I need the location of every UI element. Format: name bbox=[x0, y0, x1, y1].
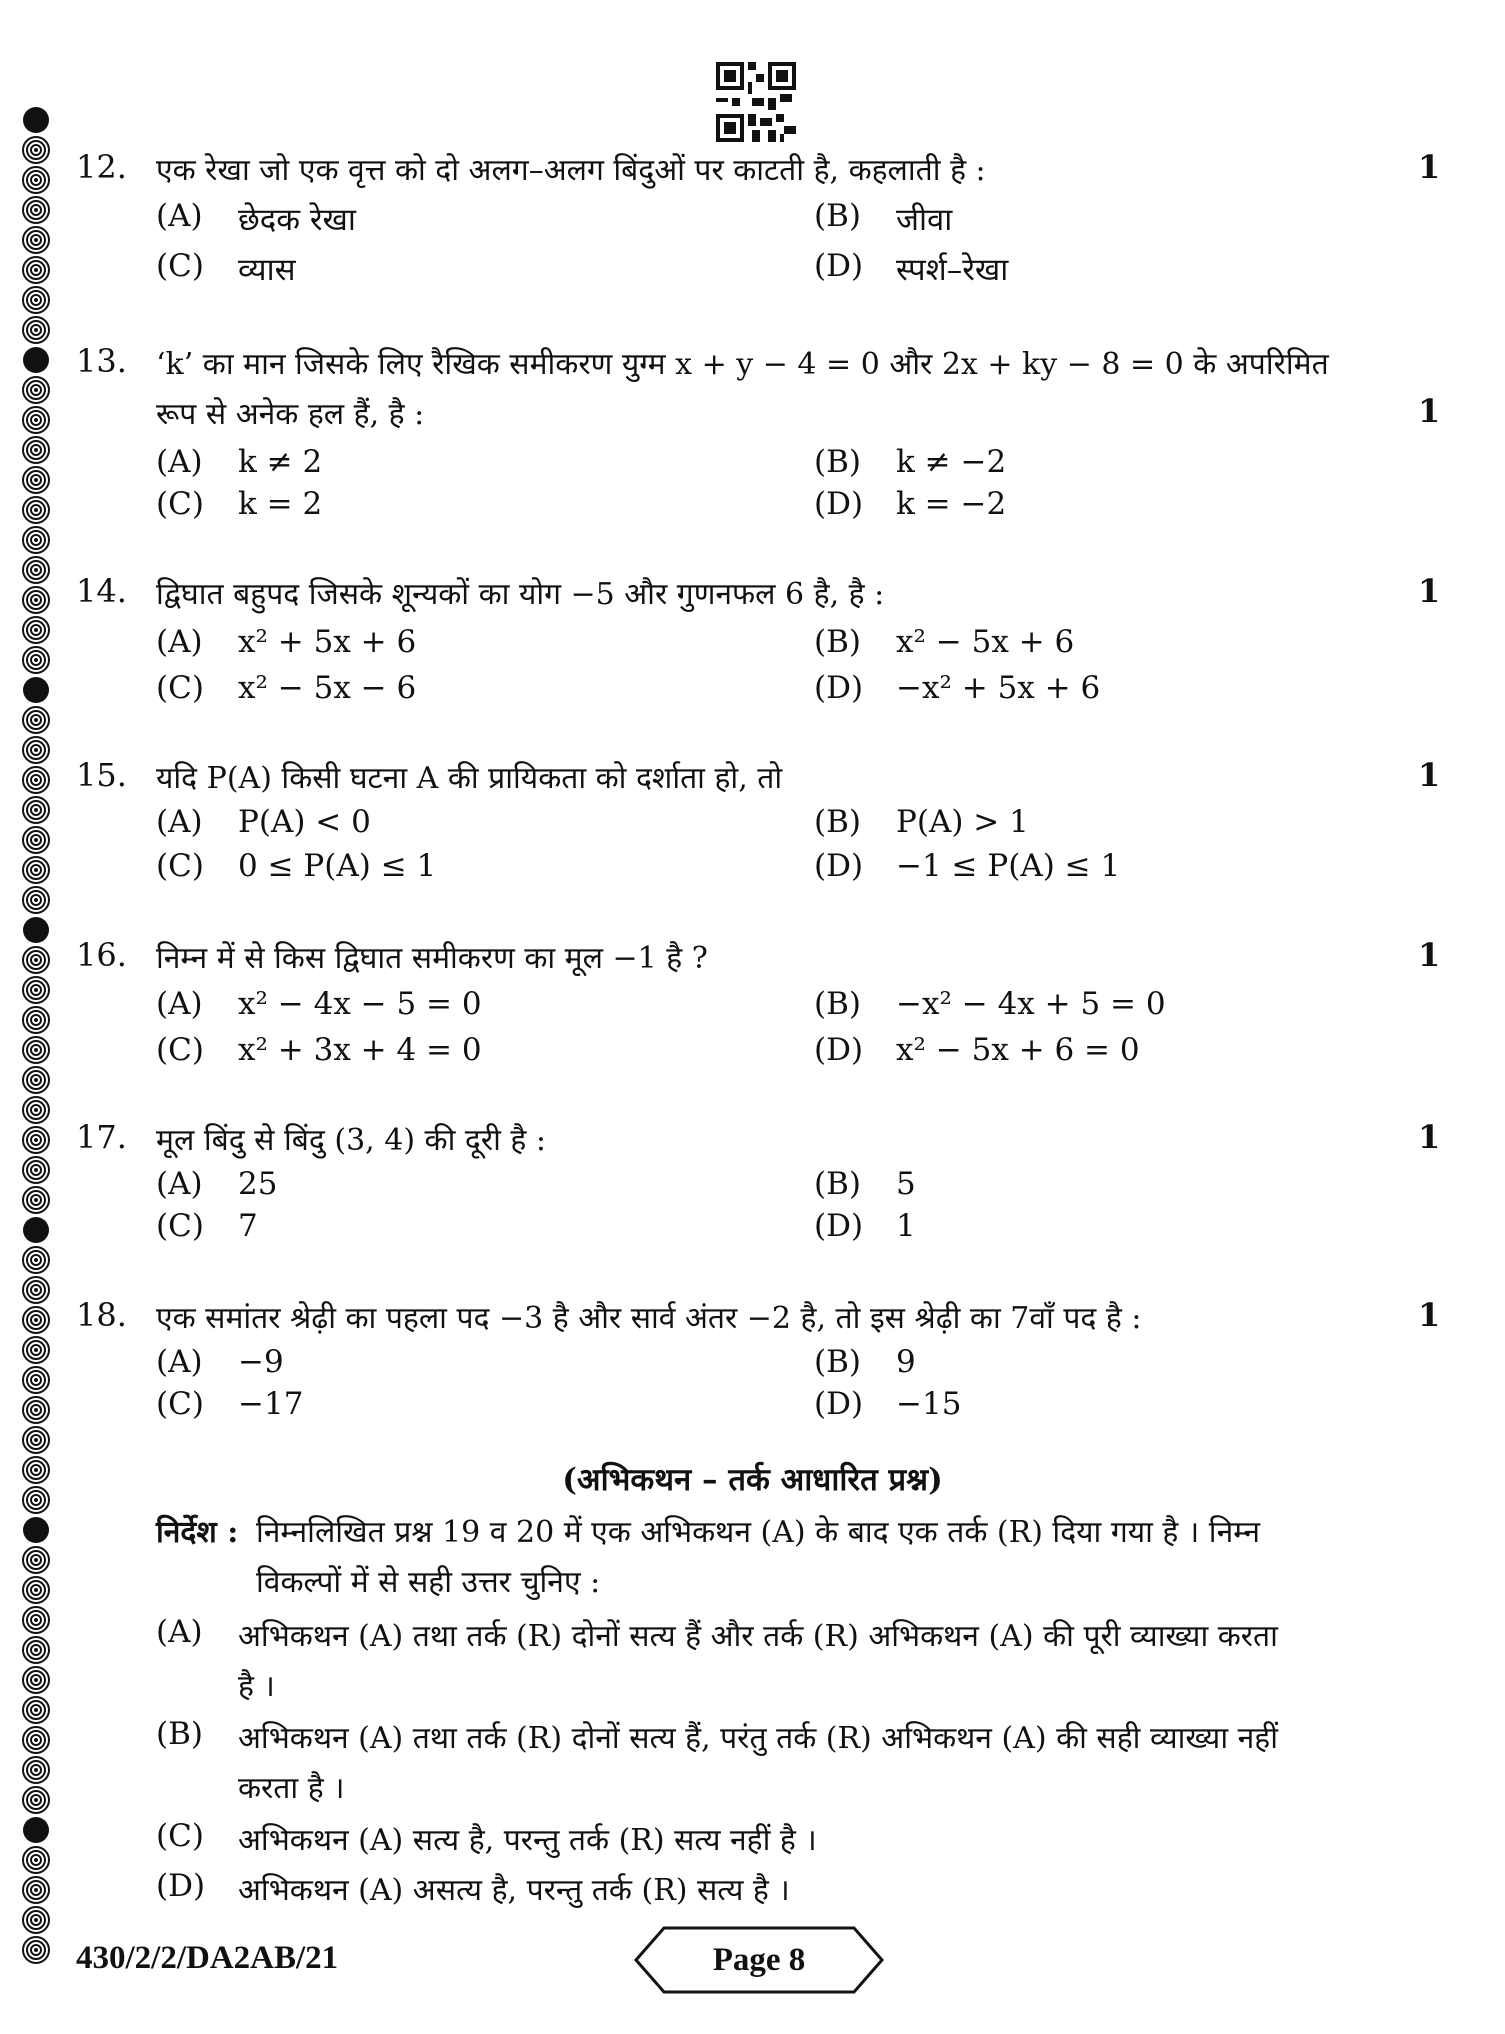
option-label: (B) bbox=[814, 804, 861, 840]
question-text-line2: रूप से अनेक हल हैं, है : bbox=[156, 397, 425, 432]
registration-ring bbox=[23, 167, 49, 193]
registration-ring bbox=[23, 1037, 49, 1063]
question-text: द्विघात बहुपद जिसके शून्यकों का योग −5 और गुणनफल 6 है, है : bbox=[156, 577, 885, 612]
registration-ring bbox=[23, 347, 49, 373]
option-label: (C) bbox=[156, 848, 204, 884]
option-text: k = 2 bbox=[238, 486, 323, 522]
registration-ring bbox=[23, 1787, 49, 1813]
registration-ring bbox=[23, 257, 49, 283]
registration-ring bbox=[23, 527, 49, 553]
registration-ring bbox=[23, 1277, 49, 1303]
registration-ring bbox=[23, 497, 49, 523]
option-label: (C) bbox=[156, 670, 204, 706]
registration-ring bbox=[23, 287, 49, 313]
registration-ring bbox=[23, 617, 49, 643]
option-text: x² + 5x + 6 bbox=[238, 624, 417, 660]
registration-ring bbox=[23, 1157, 49, 1183]
option-text: P(A) < 0 bbox=[238, 804, 371, 840]
choice-text-line2: है । bbox=[238, 1669, 275, 1704]
option-label: (C) bbox=[156, 1386, 204, 1422]
option-label: (D) bbox=[814, 848, 864, 884]
registration-ring bbox=[23, 137, 49, 163]
choice-text: अभिकथन (A) तथा तर्क (R) दोनों सत्य हैं और तर्क (R) अभिकथन (A) की पूरी व्याख्या करता bbox=[238, 1619, 1278, 1654]
option-label: (A) bbox=[156, 1166, 203, 1202]
question-number: 15. bbox=[76, 756, 127, 794]
option-label: (C) bbox=[156, 248, 204, 284]
question-marks: 1 bbox=[1418, 392, 1441, 430]
option-text: 9 bbox=[896, 1344, 916, 1380]
question-marks: 1 bbox=[1418, 572, 1441, 610]
option-text: P(A) > 1 bbox=[896, 804, 1029, 840]
registration-ring bbox=[23, 407, 49, 433]
option-text: k ≠ 2 bbox=[238, 444, 323, 480]
registration-ring bbox=[23, 737, 49, 763]
registration-ring bbox=[23, 1637, 49, 1663]
option-label: (B) bbox=[814, 1166, 861, 1202]
question-marks: 1 bbox=[1418, 1118, 1441, 1156]
registration-ring bbox=[23, 767, 49, 793]
registration-ring bbox=[23, 107, 49, 133]
registration-ring-strip bbox=[14, 104, 64, 1984]
option-label: (D) bbox=[814, 486, 864, 522]
option-label: (B) bbox=[814, 986, 861, 1022]
option-label: (A) bbox=[156, 624, 203, 660]
registration-ring bbox=[23, 437, 49, 463]
option-label: (B) bbox=[814, 444, 861, 480]
option-label: (D) bbox=[814, 1386, 864, 1422]
option-label: (B) bbox=[814, 624, 861, 660]
option-label: (D) bbox=[814, 670, 864, 706]
question-marks: 1 bbox=[1418, 936, 1441, 974]
registration-ring bbox=[23, 1607, 49, 1633]
paper-code: 430/2/2/DA2AB/21 bbox=[76, 1940, 339, 1976]
registration-ring bbox=[23, 797, 49, 823]
option-label: (C) bbox=[156, 1032, 204, 1068]
registration-ring bbox=[23, 587, 49, 613]
option-text: k = −2 bbox=[896, 486, 1007, 522]
question-marks: 1 bbox=[1418, 756, 1441, 794]
option-text: k ≠ −2 bbox=[896, 444, 1007, 480]
question-number: 17. bbox=[76, 1118, 127, 1156]
option-text: जीवा bbox=[896, 202, 953, 238]
direction-text: निम्नलिखित प्रश्न 19 व 20 में एक अभिकथन (A) के बाद एक तर्क (R) दिया गया है । निम्न bbox=[256, 1515, 1260, 1550]
registration-ring bbox=[23, 1007, 49, 1033]
registration-ring bbox=[23, 377, 49, 403]
option-label: (C) bbox=[156, 486, 204, 522]
option-text: x² − 5x + 6 bbox=[896, 624, 1075, 660]
option-label: (C) bbox=[156, 1208, 204, 1244]
option-label: (B) bbox=[814, 1344, 861, 1380]
registration-ring bbox=[23, 917, 49, 943]
option-text: x² − 4x − 5 = 0 bbox=[238, 986, 482, 1022]
registration-ring bbox=[23, 1517, 49, 1543]
registration-ring bbox=[23, 1577, 49, 1603]
registration-ring bbox=[23, 647, 49, 673]
option-text: 0 ≤ P(A) ≤ 1 bbox=[238, 848, 437, 884]
registration-ring bbox=[23, 1757, 49, 1783]
registration-ring bbox=[23, 1307, 49, 1333]
registration-ring bbox=[23, 1067, 49, 1093]
registration-ring bbox=[23, 1877, 49, 1903]
registration-ring bbox=[23, 1817, 49, 1843]
option-text: छेदक रेखा bbox=[238, 202, 356, 238]
option-label: (D) bbox=[814, 248, 864, 284]
option-text: व्यास bbox=[238, 252, 296, 288]
qr-code-icon bbox=[716, 62, 796, 142]
option-text: −17 bbox=[238, 1386, 304, 1422]
option-text: x² − 5x − 6 bbox=[238, 670, 417, 706]
option-text: 1 bbox=[896, 1208, 916, 1244]
option-text: 25 bbox=[238, 1166, 278, 1202]
question-marks: 1 bbox=[1418, 148, 1441, 186]
option-label: (A) bbox=[156, 198, 203, 234]
registration-ring bbox=[23, 707, 49, 733]
option-text: x² − 5x + 6 = 0 bbox=[896, 1032, 1140, 1068]
page-number-badge bbox=[634, 1926, 884, 1994]
registration-ring bbox=[23, 1247, 49, 1273]
question-text: ‘k’ का मान जिसके लिए रैखिक समीकरण युग्म x + y − 4 = 0 और 2x + ky − 8 = 0 के अपरिमित bbox=[156, 347, 1329, 382]
registration-ring bbox=[23, 1337, 49, 1363]
section-heading: (अभिकथन – तर्क आधारित प्रश्न) bbox=[562, 1462, 943, 1498]
registration-ring bbox=[23, 1097, 49, 1123]
registration-ring bbox=[23, 1187, 49, 1213]
option-label: (B) bbox=[814, 198, 861, 234]
registration-ring bbox=[23, 1667, 49, 1693]
option-label: (A) bbox=[156, 444, 203, 480]
option-text: 5 bbox=[896, 1166, 916, 1202]
option-text: −x² + 5x + 6 bbox=[896, 670, 1101, 706]
option-label: (A) bbox=[156, 986, 203, 1022]
option-label: (A) bbox=[156, 1344, 203, 1380]
registration-ring bbox=[23, 1907, 49, 1933]
question-text: मूल बिंदु से बिंदु (3, 4) की दूरी है : bbox=[156, 1123, 546, 1158]
registration-ring bbox=[23, 1937, 49, 1963]
registration-ring bbox=[23, 677, 49, 703]
direction-text-line2: विकल्पों में से सही उत्तर चुनिए : bbox=[256, 1565, 601, 1600]
question-text: एक समांतर श्रेढ़ी का पहला पद −3 है और सार्व अंतर −2 है, तो इस श्रेढ़ी का 7वाँ पद है : bbox=[156, 1301, 1142, 1336]
option-label: (D) bbox=[814, 1032, 864, 1068]
registration-ring bbox=[23, 1727, 49, 1753]
registration-ring bbox=[23, 317, 49, 343]
choice-text: अभिकथन (A) तथा तर्क (R) दोनों सत्य हैं, परंतु तर्क (R) अभिकथन (A) की सही व्याख्या नहीं bbox=[238, 1721, 1278, 1756]
question-text: निम्न में से किस द्विघात समीकरण का मूल −1 है ? bbox=[156, 941, 708, 976]
registration-ring bbox=[23, 827, 49, 853]
page-label: Page 8 bbox=[712, 1942, 806, 1978]
question-number: 13. bbox=[76, 342, 127, 380]
option-text: −9 bbox=[238, 1344, 284, 1380]
registration-ring bbox=[23, 1547, 49, 1573]
registration-ring bbox=[23, 557, 49, 583]
choice-label: (A) bbox=[156, 1614, 203, 1650]
choice-label: (D) bbox=[156, 1868, 206, 1904]
option-label: (A) bbox=[156, 804, 203, 840]
ring-strip-svg bbox=[14, 104, 64, 1984]
choice-text-line2: करता है । bbox=[238, 1771, 345, 1806]
option-text: 7 bbox=[238, 1208, 258, 1244]
registration-ring bbox=[23, 1847, 49, 1873]
registration-ring bbox=[23, 887, 49, 913]
registration-ring bbox=[23, 1397, 49, 1423]
option-text: x² + 3x + 4 = 0 bbox=[238, 1032, 482, 1068]
choice-label: (B) bbox=[156, 1716, 203, 1752]
question-number: 16. bbox=[76, 936, 127, 974]
registration-ring bbox=[23, 1427, 49, 1453]
registration-ring bbox=[23, 197, 49, 223]
option-label: (D) bbox=[814, 1208, 864, 1244]
choice-label: (C) bbox=[156, 1818, 204, 1854]
registration-ring bbox=[23, 1697, 49, 1723]
registration-ring bbox=[23, 467, 49, 493]
registration-ring bbox=[23, 1217, 49, 1243]
registration-ring bbox=[23, 977, 49, 1003]
option-text: −15 bbox=[896, 1386, 962, 1422]
question-number: 18. bbox=[76, 1296, 127, 1334]
question-number: 12. bbox=[76, 148, 127, 186]
option-text: स्पर्श–रेखा bbox=[896, 252, 1009, 288]
question-marks: 1 bbox=[1418, 1296, 1441, 1334]
question-text: यदि P(A) किसी घटना A की प्रायिकता को दर्शाता हो, तो bbox=[156, 761, 783, 796]
registration-ring bbox=[23, 947, 49, 973]
choice-text: अभिकथन (A) असत्य है, परन्तु तर्क (R) सत्य है । bbox=[238, 1873, 790, 1908]
choice-text: अभिकथन (A) सत्य है, परन्तु तर्क (R) सत्य नहीं है । bbox=[238, 1823, 817, 1858]
registration-ring bbox=[23, 1127, 49, 1153]
registration-ring bbox=[23, 1367, 49, 1393]
question-text: एक रेखा जो एक वृत्त को दो अलग–अलग बिंदुओं पर काटती है, कहलाती है : bbox=[156, 153, 986, 188]
registration-ring bbox=[23, 227, 49, 253]
option-text: −1 ≤ P(A) ≤ 1 bbox=[896, 848, 1121, 884]
option-text: −x² − 4x + 5 = 0 bbox=[896, 986, 1166, 1022]
direction-label: निर्देश : bbox=[156, 1515, 239, 1550]
registration-ring bbox=[23, 857, 49, 883]
question-number: 14. bbox=[76, 572, 127, 610]
